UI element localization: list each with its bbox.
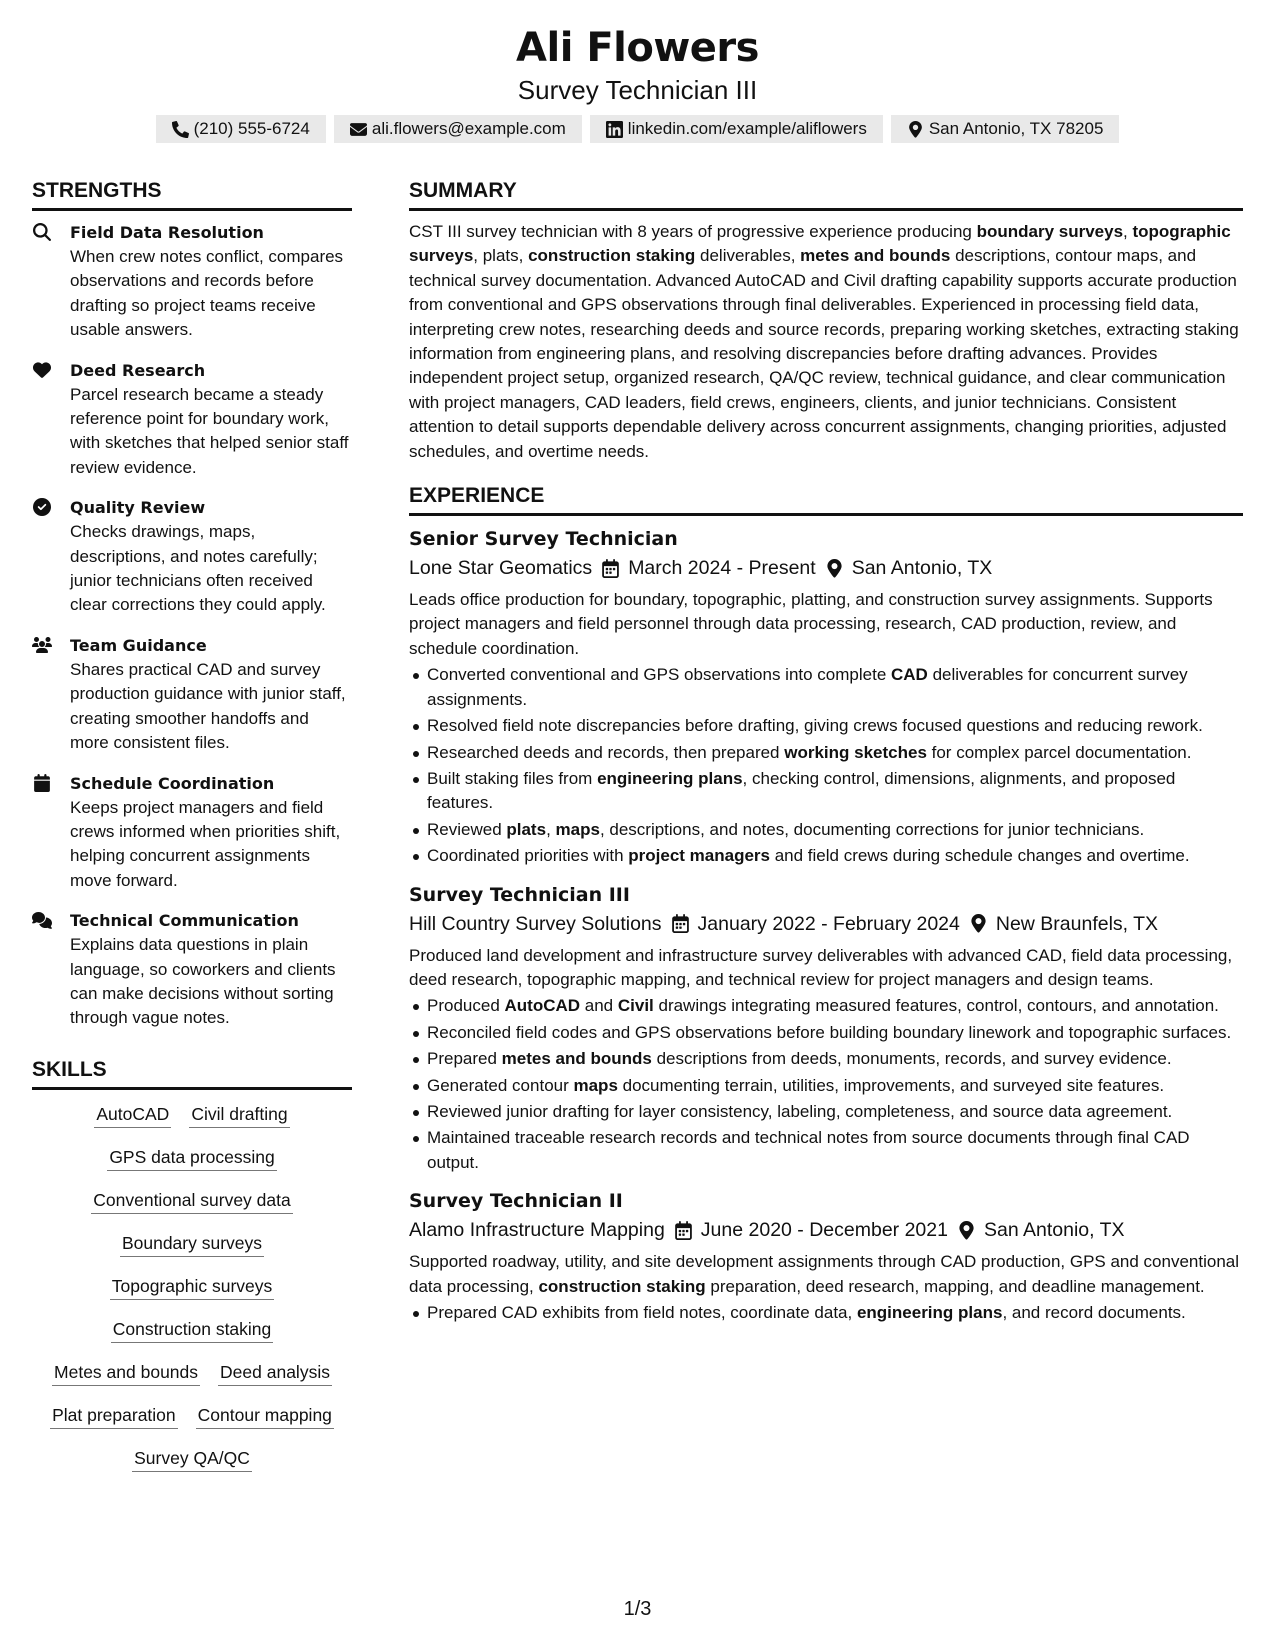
text-run: ,	[546, 819, 556, 839]
bold-keyword: construction staking	[528, 246, 696, 266]
map-pin-icon	[907, 121, 924, 138]
strength-desc: Parcel research became a steady reference point for boundary work, with sketches that helped senior staff review evidence.	[70, 384, 349, 477]
calendar-icon	[32, 774, 52, 792]
strength-item	[32, 495, 352, 618]
heart-icon	[32, 361, 52, 379]
skill-row	[32, 1275, 352, 1300]
job-location: San Antonio, TX	[826, 553, 993, 583]
experience-list	[409, 525, 1243, 1325]
strength-title: Field Data Resolution	[70, 223, 264, 242]
job-meta	[409, 553, 1243, 583]
strength-item	[32, 220, 352, 343]
bold-keyword: maps	[573, 1075, 618, 1095]
skill-tag: Topographic surveys	[110, 1275, 275, 1300]
text-run: , descriptions, and notes, documenting corrections for junior technicians.	[599, 819, 1145, 839]
job-bullet	[409, 844, 1243, 868]
strength-title: Quality Review	[70, 498, 206, 518]
text-run: Prepared	[427, 1049, 502, 1069]
contact-email[interactable]	[334, 115, 582, 143]
contact-linkedin[interactable]	[590, 115, 883, 143]
skill-tag: AutoCAD	[94, 1103, 171, 1128]
bold-keyword: construction staking	[538, 1276, 706, 1296]
calendar-icon	[672, 914, 689, 933]
contact-linkedin-text: linkedin.com/example/aliflowers	[627, 119, 867, 138]
resume-header	[0, 0, 1275, 143]
job-location: New Braunfels, TX	[970, 909, 1158, 939]
text-run: Supported roadway, utility, and site development assignments through CAD production, GPS and conventional data processing,	[409, 1252, 1240, 1296]
right-column	[409, 176, 1243, 1337]
strength-desc: Checks drawings, maps, descriptions, and notes carefully; junior technicians often received clear corrections they could apply.	[70, 522, 326, 615]
job-bullet	[409, 1100, 1243, 1124]
calendar-icon	[602, 559, 619, 578]
skill-tag: Plat preparation	[50, 1404, 178, 1429]
text-run: Resolved field note discrepancies before drafting, giving crews focused questions and reducing rework.	[427, 716, 1203, 736]
job-bullet	[409, 1021, 1243, 1045]
search-icon	[32, 223, 52, 241]
strength-title: Schedule Coordination	[70, 773, 275, 793]
job-entry	[409, 525, 1243, 868]
text-run: drawings integrating measured features, control, contours, and annotation.	[653, 996, 1219, 1016]
text-run: Generated contour	[427, 1075, 574, 1095]
skills-list	[32, 1099, 352, 1472]
bold-keyword: metes and bounds	[800, 246, 951, 266]
job-meta	[409, 909, 1243, 939]
skill-tag: Contour mapping	[196, 1404, 334, 1429]
job-title: Senior Survey Technician	[409, 528, 678, 551]
bold-keyword: topographic surveys	[409, 222, 1231, 266]
bold-keyword: maps	[555, 819, 600, 839]
skill-row	[32, 1103, 352, 1128]
skill-tag: Construction staking	[111, 1318, 274, 1343]
job-entry	[409, 1187, 1243, 1325]
bold-keyword: AutoCAD	[504, 996, 581, 1016]
envelope-icon	[350, 121, 367, 138]
candidate-headline: Survey Technician III	[517, 75, 758, 105]
job-bullet	[409, 663, 1243, 712]
bold-keyword: engineering plans	[597, 768, 743, 788]
skill-tag: Boundary surveys	[120, 1232, 264, 1257]
strength-item	[32, 633, 352, 756]
linkedin-icon	[606, 121, 623, 138]
summary-text	[409, 220, 1243, 464]
skill-tag: GPS data processing	[107, 1146, 276, 1171]
text-run: Reviewed	[427, 819, 507, 839]
skill-tag: Deed analysis	[218, 1361, 332, 1386]
skill-tag: Metes and bounds	[52, 1361, 200, 1386]
job-bullets	[409, 1301, 1243, 1325]
bold-keyword: CAD	[891, 665, 928, 685]
skill-row	[32, 1361, 352, 1386]
bold-keyword: project managers	[628, 846, 770, 866]
skill-row	[32, 1146, 352, 1171]
text-run: descriptions, contour maps, and technical survey documentation. Advanced AutoCAD and Civil drafting capability supports accurate production from conventional and GPS observations through final deliverables. Experienced in processing field data, interpreting crew notes, researching deeds and source records, preparing working sketches, extracting staking information from engineering plans, and resolving discrepancies before drafting advances. Provides independent project setup, organized research, QA/QC review, technical guidance, and clear communication with project managers, CAD leaders, field crews, engineers, clients, and junior technicians. Consistent attention to detail supports dependable delivery across concurrent assignments, changing priorities, adjusted schedules, and overtime needs.	[409, 246, 1239, 461]
text-run: Converted conventional and GPS observations into complete	[427, 665, 891, 685]
job-bullet	[409, 767, 1243, 816]
skill-row	[32, 1189, 352, 1214]
text-run: Maintained traceable research records and technical notes from source documents through final CAD output.	[427, 1128, 1190, 1172]
skill-row	[32, 1318, 352, 1343]
job-location: San Antonio, TX	[958, 1215, 1125, 1245]
skills-section	[32, 1055, 352, 1472]
text-run: preparation, deed research, mapping, and deadline management.	[705, 1276, 1205, 1296]
contact-bar	[0, 115, 1275, 143]
bold-keyword: plats	[506, 819, 547, 839]
skill-tag: Survey QA/QC	[132, 1447, 252, 1472]
skill-row	[32, 1232, 352, 1257]
text-run: deliverables,	[695, 246, 801, 266]
bold-keyword: working sketches	[784, 742, 927, 762]
strength-title: Team Guidance	[70, 635, 207, 655]
text-run: and field crews during schedule changes and overtime.	[770, 846, 1190, 866]
candidate-name: Ali Flowers	[516, 25, 759, 71]
text-run: Prepared CAD exhibits from field notes, coordinate data,	[427, 1303, 857, 1322]
job-entry	[409, 881, 1243, 1176]
contact-phone-text: (210) 555-6724	[193, 119, 310, 138]
strength-title: Technical Communication	[70, 911, 299, 931]
skill-row	[32, 1447, 352, 1472]
strength-desc: Explains data questions in plain language, so coworkers and clients can make decisions without sorting through vague notes.	[70, 935, 336, 1028]
job-bullet	[409, 1047, 1243, 1071]
text-run: Researched deeds and records, then prepared	[427, 742, 785, 762]
calendar-icon	[675, 1221, 692, 1240]
text-run: Reviewed junior drafting for layer consistency, labeling, completeness, and source data agreement.	[427, 1101, 1173, 1121]
job-bullet	[409, 741, 1243, 765]
job-dates: January 2022 - February 2024	[672, 909, 960, 939]
map-pin-icon	[970, 914, 987, 933]
text-run: , plats,	[473, 246, 529, 266]
text-run: for complex parcel documentation.	[926, 742, 1192, 762]
job-bullet	[409, 1074, 1243, 1098]
text-run: , checking control, dimensions, alignments, and proposed features.	[427, 768, 1176, 813]
job-bullet	[409, 1301, 1243, 1325]
contact-phone[interactable]	[156, 115, 326, 143]
bold-keyword: Civil	[617, 996, 654, 1016]
skill-row	[32, 1404, 352, 1429]
job-title: Survey Technician III	[409, 883, 630, 906]
skills-heading: SKILLS	[32, 1055, 352, 1090]
summary-heading: SUMMARY	[409, 176, 1243, 211]
strength-desc: When crew notes conflict, compares observations and records before drafting so project teams receive usable answers.	[70, 247, 344, 340]
experience-heading: EXPERIENCE	[409, 481, 1243, 516]
text-run: Coordinated priorities with	[427, 846, 629, 866]
strength-item	[32, 358, 352, 481]
contact-location[interactable]	[891, 115, 1120, 143]
skill-tag: Civil drafting	[189, 1103, 289, 1128]
users-icon	[32, 636, 52, 654]
phone-icon	[172, 121, 189, 138]
job-dates: March 2024 - Present	[602, 553, 816, 583]
job-company: Lone Star Geomatics	[409, 557, 593, 580]
text-run: deliverables for concurrent survey assignments.	[427, 665, 1188, 709]
job-bullet	[409, 994, 1243, 1018]
text-run: documenting terrain, utilities, improvements, and surveyed site features.	[617, 1075, 1165, 1095]
bold-keyword: boundary surveys	[976, 222, 1124, 241]
job-company: Alamo Infrastructure Mapping	[409, 1219, 665, 1242]
job-bullet	[409, 714, 1243, 738]
job-description	[409, 1250, 1243, 1299]
job-company: Hill Country Survey Solutions	[409, 912, 662, 935]
contact-location-text: San Antonio, TX 78205	[928, 119, 1104, 138]
text-run: , and record documents.	[1002, 1303, 1186, 1322]
check-circle-icon	[32, 498, 52, 516]
strengths-heading: STRENGTHS	[32, 176, 352, 211]
job-title: Survey Technician II	[409, 1190, 623, 1213]
job-bullet	[409, 818, 1243, 842]
skill-tag: Conventional survey data	[91, 1189, 292, 1214]
bold-keyword: metes and bounds	[501, 1049, 652, 1069]
job-bullet	[409, 1126, 1243, 1175]
job-bullets	[409, 994, 1243, 1175]
map-pin-icon	[958, 1221, 975, 1240]
text-run: CST III survey technician with 8 years of progressive experience producing	[409, 222, 977, 241]
comments-icon	[32, 911, 52, 929]
text-run: Reconciled field codes and GPS observations before building boundary linework and topographic surfaces.	[427, 1022, 1232, 1042]
bold-keyword: engineering plans	[856, 1303, 1003, 1322]
job-meta	[409, 1215, 1243, 1245]
text-run: Built staking files from	[427, 768, 598, 788]
text-run: and	[580, 996, 618, 1016]
left-column	[32, 176, 352, 1490]
strength-item	[32, 908, 352, 1031]
strength-title: Deed Research	[70, 360, 206, 380]
job-description: Leads office production for boundary, topographic, platting, and construction survey assignments. Supports project managers and field personnel through data processing, research, CAD production, review, and schedule coordination.	[409, 590, 1213, 658]
job-dates: June 2020 - December 2021	[675, 1215, 948, 1245]
strength-desc: Keeps project managers and field crews informed when priorities shift, helping concurrent assignments move forward.	[70, 797, 341, 890]
text-run: Produced	[427, 996, 505, 1016]
page-number: 1/3	[623, 1598, 652, 1620]
job-bullets	[409, 663, 1243, 868]
text-run: descriptions from deeds, monuments, records, and survey evidence.	[651, 1049, 1172, 1069]
strength-desc: Shares practical CAD and survey production guidance with junior staff, creating smoother handoffs and more consistent files.	[70, 659, 346, 753]
contact-email-text: ali.flowers@example.com	[371, 119, 566, 138]
strength-item	[32, 771, 352, 894]
job-description: Produced land development and infrastructure survey deliverables with advanced CAD, field data processing, deed research, topographic mapping, and technical review for project managers and design teams.	[409, 945, 1233, 989]
text-run: ,	[1123, 222, 1133, 241]
map-pin-icon	[826, 559, 843, 578]
